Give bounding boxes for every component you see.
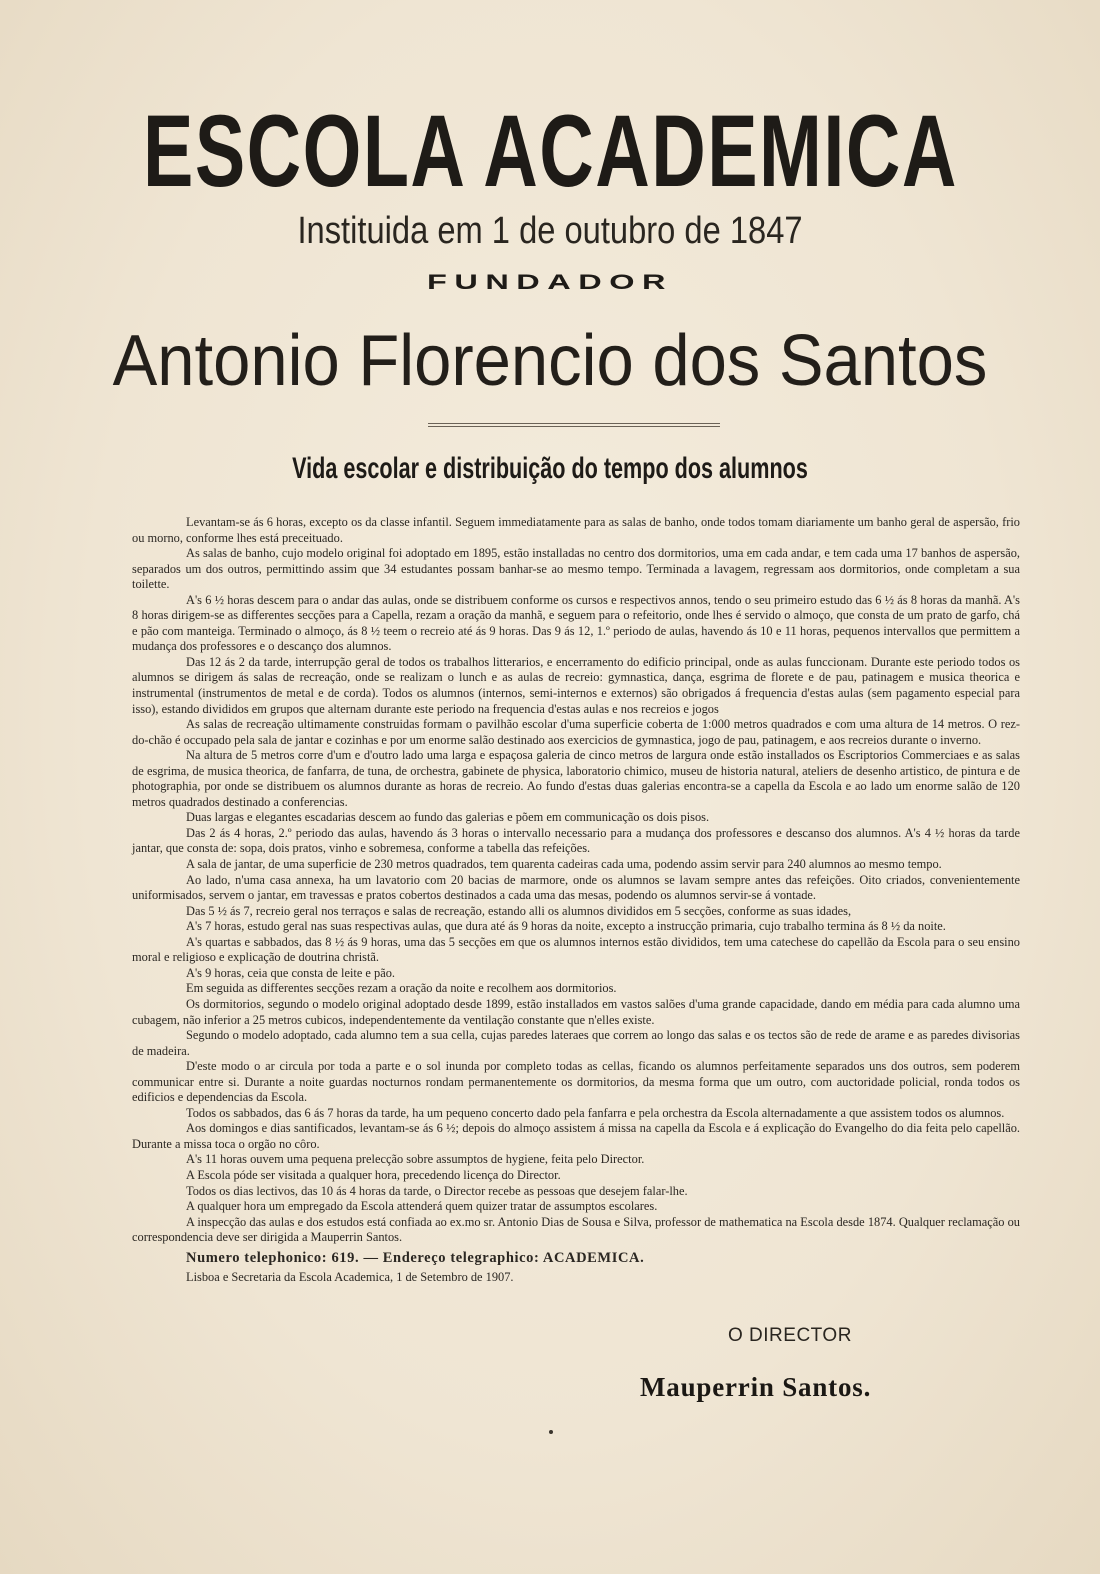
paragraph: As salas de banho, cujo modelo original foi adoptado em 1895, estão installadas no centro dos dormitorios, uma em cada andar, e tem cada uma 17 banhos de aspersão, separados um dos outros, permittindo assim que 34 estudantes possam banhar-se ao mesmo tempo. Terminada a lavagem, regressam aos dormitorios, onde completam a sua toilette.: [132, 546, 1020, 592]
divider-rule: [428, 423, 720, 427]
contact-line: Numero telephonico: 619. — Endereço telegraphico: ACADEMICA.: [186, 1249, 645, 1266]
paragraph: Das 5 ½ ás 7, recreio geral nos terraços e salas de recreação, estando alli os alumnos divididos em 5 secções, conforme as suas idades,: [186, 903, 852, 918]
paragraph: A Escola póde ser visitada a qualquer hora, precedendo licença do Director.: [186, 1167, 561, 1182]
paragraph: Os dormitorios, segundo o modelo original adoptado desde 1899, estão installados em vastos salões d'uma grande capacidade, dando em média para cada alumno uma cubagem, não inferior a 25 metros cubicos, independentemente da ventilação constante que n'elles existe.: [132, 996, 1020, 1027]
paragraph: A's quartas e sabbados, das 8 ½ ás 9 horas, uma das 5 secções em que os alumnos internos estão divididos, tem uma catechese do capellão da Escola para o seu ensino moral e religioso e explicação de doutrina christã.: [132, 934, 1020, 965]
section-subtitle: Vida escolar e distribuição do tempo dos alumnos: [292, 452, 808, 485]
founded-date: Instituida em 1 de outubro de 1847: [297, 210, 803, 252]
paragraph: Na altura de 5 metros corre d'um e d'outro lado uma larga e espaçosa galeria de cinco metros de largura onde estão installados os Escriptorios Commerciaes e as salas de esgrima, de musica theorica, de fanfarra, de tuna, de orchestra, gabinete de physica, laboratorio chimico, museu de historia natural, ateliers de desenho artistico, de pintura e de photographia, por onde se distribuem os alumnos durante as horas de recreio. Ao fundo d'estas duas galerias encontra-se a capella da Escola e ao lado um enorme salão de 120 metros quadrados destinado a conferencias.: [132, 748, 1020, 809]
fundador-label: FUNDADOR: [427, 270, 673, 294]
paragraph: Segundo o modelo adoptado, cada alumno tem a sua cella, cujas paredes lateraes que correm ao longo das salas e os tectos são de rede de arame e as paredes divisorias de madeira.: [132, 1028, 1020, 1058]
paragraph: Duas largas e elegantes escadarias descem ao fundo das galerias e põem em communicação os dois pisos.: [186, 810, 710, 825]
paragraph: Das 2 ás 4 horas, 2.º periodo das aulas, havendo ás 3 horas o intervallo necessario para a mudança dos professores e descanso dos alumnos. A's 4 ½ horas da tarde jantar, que consta de: sopa, dois pratos, vinho e sobremesa, conforme a tabella das refeições.: [132, 825, 1020, 856]
page-title: ESCOLA ACADEMICA: [143, 94, 958, 208]
paragraph: Levantam-se ás 6 horas, excepto os da classe infantil. Seguem immediatamente para as salas de banho, onde todos tomam diariamente um banho geral de aspersão, frio ou morno, conforme lhes está preceituado.: [132, 515, 1020, 545]
paragraph: A's 11 horas ouvem uma pequena prelecção sobre assumptos de hygiene, feita pelo Director.: [186, 1152, 645, 1167]
place-date-line: Lisboa e Secretaria da Escola Academica, 1 de Setembro de 1907.: [186, 1269, 514, 1284]
paragraph: A sala de jantar, de uma superficie de 230 metros quadrados, tem quarenta cadeiras cada uma, podendo assim servir para 240 alumnos ao mesmo tempo.: [186, 857, 942, 872]
founder-name: Antonio Florencio dos Santos: [112, 321, 988, 401]
paragraph: A inspecção das aulas e dos estudos está confiada ao ex.mo sr. Antonio Dias de Sousa e Silva, professor de mathematica na Escola desde 1874. Qualquer reclamação ou correspondencia deve ser dirigida a Mauperrin Santos.: [132, 1214, 1020, 1245]
paragraph: Das 12 ás 2 da tarde, interrupção geral de todos os trabalhos litterarios, e encerramento do edificio principal, onde as aulas funccionam. Durante este periodo todos os alumnos se dirigem ás salas de recreação, onde se realizam o lunch e as aulas de recreio: gymnastica, dança, esgrima de florete e de pau, patinagem e musica theorica e instrumental (instrumentos de metal e de corda). Todos os alumnos (internos, semi-internos e externos) são obrigados á frequencia d'estas aulas (sem pagamento especial para isso), estando divididos em grupos que alternam durante este periodo na frequencia d'estas aulas e nos recreios e jogos: [132, 654, 1020, 716]
ink-dot: [549, 1430, 553, 1434]
paragraph: Aos domingos e dias santificados, levantam-se ás 6 ½; depois do almoço assistem á missa na capella da Escola e á explicação do Evangelho do dia feita pelo capellão. Durante a missa toca o orgão no côro.: [132, 1121, 1020, 1151]
director-label: O DIRECTOR: [728, 1325, 852, 1346]
paragraph: As salas de recreação ultimamente construidas formam o pavilhão escolar d'uma superficie coberta de 1:000 metros quadrados e com uma altura de 14 metros. O rez-do-chão é occupado pela sala de jantar e cozinhas e por um enorme salão destinado aos exercicios de gymnastica, jogo de pau, patinagem, e aos recreios durante o inverno.: [132, 717, 1020, 747]
paragraph: D'este modo o ar circula por toda a parte e o sol inunda por completo todas as cellas, ficando os alumnos perfeitamente separados uns dos outros, sem poderem communicar entre si. Durante a noite guardas nocturnos rondam permanentemente os dormitorios, da mesma forma que um outro, com auctoridade policial, ronda todos os edificios e dependencias da Escola.: [132, 1059, 1020, 1105]
paragraph: Todos os dias lectivos, das 10 ás 4 horas da tarde, o Director recebe as pessoas que desejem falar-lhe.: [186, 1183, 688, 1198]
paragraph: A qualquer hora um empregado da Escola attenderá quem quizer tratar de assumptos escolares.: [186, 1199, 658, 1214]
paragraph: Em seguida as differentes secções rezam a oração da noite e recolhem aos dormitorios.: [186, 981, 617, 996]
paragraph: A's 6 ½ horas descem para o andar das aulas, onde se distribuem conforme os cursos e respectivos annos, tendo o seu primeiro estudo das 6 ½ ás 8 horas da manhã. A's 8 horas dirigem-se as differentes secções para a Capella, rezam a oração da manhã, e seguem para o refeitorio, onde lhes é servido o almoço, que consta de um prato de garfo, chá e pão com manteiga. Terminado o almoço, ás 8 ½ teem o recreio até ás 9 horas. Das 9 ás 12, 1.º periodo de aulas, havendo ás 10 e 11 horas, pequenos intervallos que permittem a mudança dos professores e o descanço dos alumnos.: [132, 592, 1020, 654]
director-signature-name: Mauperrin Santos.: [640, 1372, 872, 1402]
body-text: [132, 515, 1020, 1285]
paragraph: Ao lado, n'uma casa annexa, ha um lavatorio com 20 bacias de marmore, onde os alumnos se lavam sempre antes das refeições. Oito criados, convenientemente uniformisados, servem o jantar, em travessas e pratos cobertos destinados a cada uma das mesas, podendo os alumnos servir-se á vontade.: [132, 872, 1020, 903]
paragraph: A's 9 horas, ceia que consta de leite e pão.: [186, 965, 396, 980]
paragraph: A's 7 horas, estudo geral nas suas respectivas aulas, que dura até ás 9 horas da noite, excepto a instrucção primaria, cujo trabalho termina ás 8 ½ da noite.: [186, 919, 946, 934]
paragraph: Todos os sabbados, das 6 ás 7 horas da tarde, ha um pequeno concerto dado pela fanfarra e pela orchestra da Escola alternadamente a que assistem todos os alumnos.: [186, 1105, 1005, 1120]
